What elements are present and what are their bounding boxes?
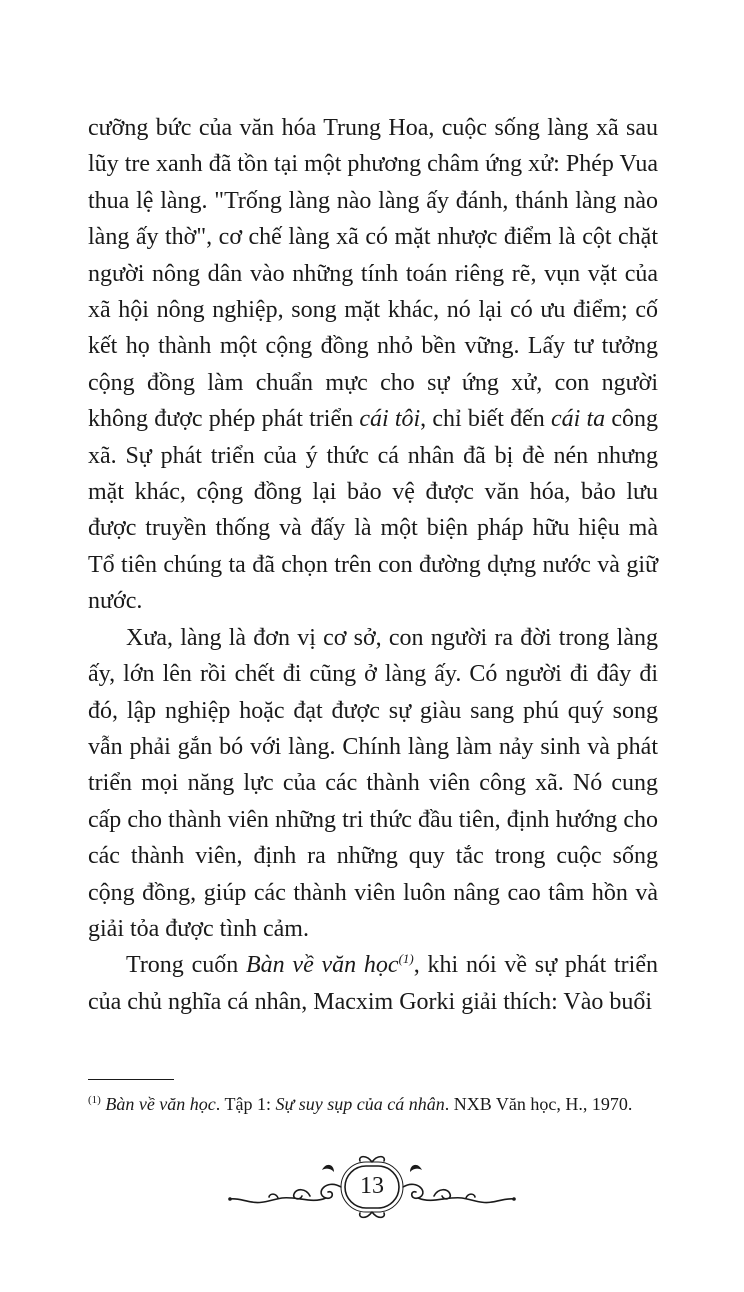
paragraph-1-text-a: cưỡng bức của văn hóa Trung Hoa, cuộc sống làng xã sau lũy tre xanh đã tồn tại một phương châm ứng xử: Phép Vua thua lệ làng. "Trống làng nào làng ấy đánh, thánh làng nào làng ấy thờ", cơ chế làng xã có mặt nhược điểm là cột chặt người nông dân vào những tính toán riêng rẽ, vụn vặt của xã hội nông nghiệp, song mặt khác, nó lại có ưu điểm; cố kết họ thành một cộng đồng nhỏ bền vững. Lấy tư tưởng cộng đồng làm chuẩn mực cho sự ứng xử, con người không được phép phát triển xyxy=(88,115,658,433)
footnote xyxy=(88,1092,688,1116)
paragraph-3-text-c: , khi nói về sự phát triển của chủ nghĩa cá nhân, Macxim Gorki giải thích: Vào buổi xyxy=(88,952,658,1015)
footnote-marker: (1) xyxy=(88,1094,101,1106)
italic-term-cai-ta: cái ta xyxy=(550,406,606,433)
page-body xyxy=(88,110,658,1020)
footnote-divider xyxy=(88,1079,174,1080)
paragraph-3 xyxy=(88,947,658,1020)
footnote-reference[interactable]: (1) xyxy=(398,951,414,967)
footnote-text-mid: . Tập 1: xyxy=(215,1094,276,1114)
paragraph-2: Xưa, làng là đơn vị cơ sở, con người ra đời trong làng ấy, lớn lên rồi chết đi cũng ở làng ấy. Có người đi đây đi đó, lập nghiệp hoặc đạt được sự giàu sang phú quý song vẫn phải gắn bó với làng. Chính làng làm nảy sinh và phát triển mọi năng lực của các thành viên công xã. Nó cung cấp cho thành viên những tri thức đầu tiên, định hướng cho các thành viên, định ra những quy tắc trong cuộc sống cộng đồng, giúp các thành viên luôn nâng cao tâm hồn và giải tỏa được tình cảm. xyxy=(88,624,658,942)
paragraph-1 xyxy=(88,110,658,620)
footnote-text-end: . NXB Văn học, H., 1970. xyxy=(444,1094,633,1114)
paragraph-1-text-e: công xã. Sự phát triển của ý thức cá nhân đã bị đè nén nhưng mặt khác, cộng đồng lại bảo vệ được văn hóa, bảo lưu được truyền thống và đấy là một biện pháp hữu hiệu mà Tổ tiên chúng ta đã chọn trên con đường dựng nước và giữ nước. xyxy=(88,406,658,615)
book-title: Bàn về văn học xyxy=(246,952,399,979)
paragraph-3-text-a: Trong cuốn xyxy=(126,952,246,979)
footnote-subtitle: Sự suy sụp của cá nhân xyxy=(275,1094,445,1114)
italic-term-cai-toi: cái tôi xyxy=(359,406,421,433)
page-number: 13 xyxy=(360,1173,384,1199)
footnote-title: Bàn về văn học xyxy=(105,1094,216,1114)
paragraph-1-text-c: , chỉ biết đến xyxy=(420,406,551,433)
